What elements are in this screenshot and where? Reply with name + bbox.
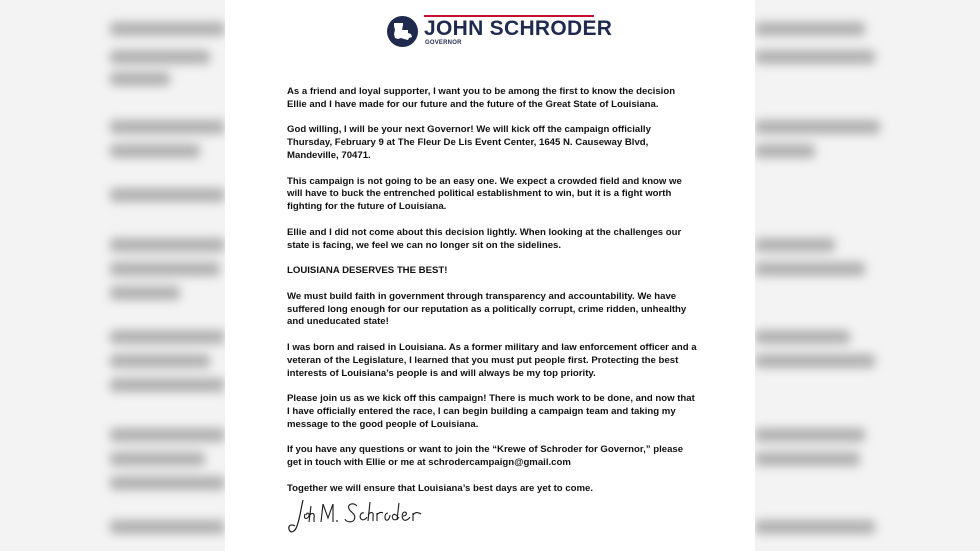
letter-heading: LOUISIANA DESERVES THE BEST! [287, 265, 448, 277]
letter-paragraph: Together we will ensure that Louisiana’s best days are yet to come. [287, 482, 594, 494]
blurred-background-left [0, 0, 225, 551]
blurred-background-right [755, 0, 980, 551]
letter-paragraph: As a friend and loyal supporter, I want you to be among the first to know the decision Ellie and I have made for our future and the future of the Great State of Louisiana. [287, 86, 676, 110]
letter-paragraph: Please join us as we kick off this campaign! There is much work to be done, and now that I have officially entered the race, I can begin building a campaign team and taking my message to the good people of Louisiana. [287, 393, 695, 430]
letter-paragraph: If you have any questions or want to join the “Krewe of Schroder for Governor,” please get in touch with Ellie or me at schrodercampaign@gmail.com [287, 444, 684, 469]
letter-paragraph: Ellie and I did not come about this decision lightly. When looking at the challenges our state is facing, we feel we can no longer sit on the sidelines. [287, 226, 682, 251]
letter-paragraph: This campaign is not going to be an easy one. We expect a crowded field and know we will have to buck the entrenched political establishment to win, but it is a fight worth fighting for the future of Louisiana. [287, 175, 682, 213]
letterhead-logo [387, 14, 613, 48]
letter-paragraph: I was born and raised in Louisiana. As a former military and law enforcement officer and a veteran of the Legislature, I learned that you must put people first. Protecting the best interests of Louisiana’s people is and will always be my top priority. [287, 341, 697, 379]
letterhead-name: JOHN SCHRODER [424, 17, 613, 40]
letterhead-subtitle: GOVERNOR [425, 40, 462, 46]
letter-paragraph: We must build faith in government through transparency and accountability. We have suffered long enough for our reputation as a politically corrupt, crime ridden, unhealthy and uneducated state! [287, 290, 687, 328]
letter-body [287, 86, 697, 508]
letter-paragraph: God willing, I will be your next Governor! We will kick off the campaign officially Thursday, February 9 at The Fleur De Lis Event Center, 1645 N. Causeway Blvd, Mandeville, 70471. [287, 124, 651, 161]
louisiana-state-icon [387, 16, 418, 47]
handwritten-signature [287, 494, 437, 538]
letter-page [225, 0, 755, 551]
